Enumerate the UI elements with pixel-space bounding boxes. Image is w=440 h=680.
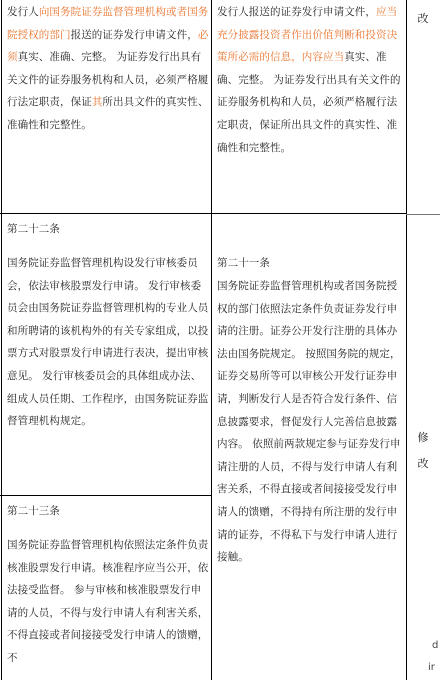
- modify-mark: 修 改: [417, 431, 429, 470]
- column-divider-1: [211, 0, 212, 680]
- column-divider-2: [406, 0, 407, 680]
- row-divider-mark-col: [406, 214, 440, 215]
- article-21-body: 国务院证券监督管理机构或者国务院授权的部门依照法定条件负责证券发行申请的注册。证券公开发行注册的具体办法由国务院规定。 按照国务院的规定，证券交易所等可以审核公开发行证券申请，判断发行人是否符合发行条件、信息披露要求，督促发行人完善信息披露内容。 依照前两款规定参与证券发行申请注册的人员，不得与发行申请人有利害关系，不得直接或者间接接受发行申请人的馈赠，不得持有所注册的发行申请的证券，不得私下与发行申请人进行接触。: [217, 280, 401, 564]
- body-text: 所出具文件的真实性、准确性和完整性。: [7, 96, 209, 131]
- row-divider-article-23: [0, 495, 211, 496]
- top-change-mark: 改: [417, 12, 429, 25]
- article-22-body: 国务院证券监督管理机构设发行审核委员会，依法审核股票发行申请。 发行审核委员会由国务院证券监督管理机构的专业人员和所聘请的该机构外的有关专家组成，以投票方式对股票发行申请进行表决，提出审核意见。 发行审核委员会的具体组成办法、组成人员任期、工作程序，由国务院证券监督管理机构规定。: [7, 257, 209, 428]
- article-21-title: 第二十一条: [217, 257, 270, 269]
- highlighted-text: 必须: [7, 28, 209, 64]
- article-23-title: 第二十三条: [7, 505, 60, 517]
- top-middle-cell: [217, 1, 403, 159]
- body-text: 真实、准确、完整。 为证券发行出具有关文件的证券服务机构和人员，必须严格履行法定职责，保证所出具文件的真实性、准确性和完整性。: [217, 51, 401, 154]
- body-text: 真实、准确、完整。 为证券发行出具有关文件的证券服务机构和人员，必须严格履行法定职责，保证: [7, 51, 209, 109]
- body-text: 发行人: [7, 6, 39, 18]
- table-border-left: [1, 0, 2, 680]
- highlighted-text: 向国务院证券监督管理机构或者国务院授权的部门: [7, 6, 209, 41]
- edge-fragment-b: ir: [428, 662, 435, 673]
- highlighted-text: 其: [91, 96, 103, 109]
- row-divider-top: [0, 213, 406, 214]
- body-text: 发行人报送的证券发行申请文件，: [217, 6, 376, 18]
- top-left-cell: [7, 1, 209, 137]
- article-23-body: 国务院证券监督管理机构依照法定条件负责核准股票发行申请。核准程序应当公开，依法接受监督。 参与审核和核准股票发行申请的人员，不得与发行申请人有利害关系，不得直接或者间接接受发行申请人的馈赠，不: [7, 539, 209, 664]
- article-22-title: 第二十二条: [7, 223, 60, 235]
- body-text: 报送的证券发行申请文件，: [70, 28, 198, 41]
- edge-fragment-a: d: [432, 640, 439, 651]
- highlighted-text: 应当充分披露投资者作出价值判断和投资决策所必需的信息，内容应当: [217, 6, 398, 64]
